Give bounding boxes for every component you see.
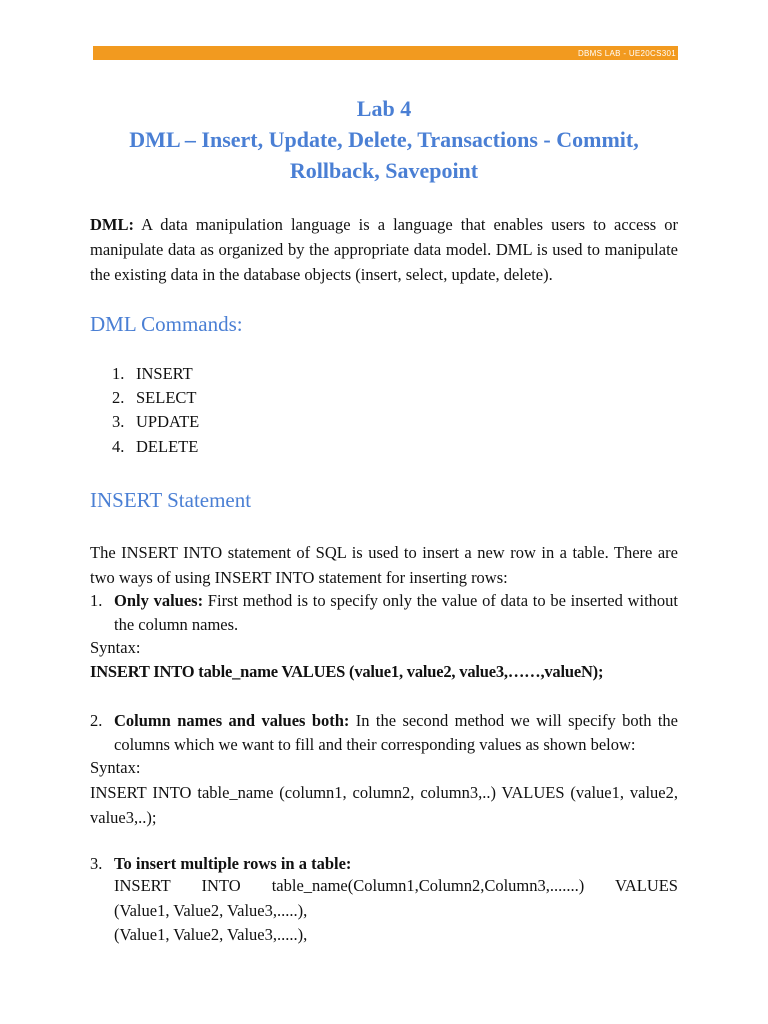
dml-definition: A data manipulation language is a language that enables users to access or manipulate data as organized by the appropriate data model. DML is used to manipulate the existing data in the database objects (insert, select, update, delete). bbox=[90, 215, 678, 284]
running-header: DBMS LAB - UE20CS301 bbox=[577, 48, 676, 58]
code-line-3: (Value1, Value2, Value3,.....), bbox=[114, 925, 308, 944]
method-2-term: Column names and values both: bbox=[114, 711, 350, 730]
list-item: 2. SELECT bbox=[112, 388, 197, 407]
method-1-term: Only values: bbox=[114, 591, 204, 610]
syntax-code-1: INSERT INTO table_name VALUES (value1, value2, value3,……,valueN); bbox=[90, 662, 604, 681]
syntax-code-2: INSERT INTO table_name (column1, column2, column3,..) VALUES (value1, value2, value3,..); bbox=[90, 783, 678, 827]
list-item: 3. UPDATE bbox=[112, 412, 200, 431]
syntax-label: Syntax: bbox=[90, 758, 141, 777]
method-1: 1. Only values: First method is to specify only the value of data to be inserted without the column names. bbox=[90, 591, 678, 634]
method-2: 2. Column names and values both: In the second method we will specify both the columns which we want to fill and their corresponding values as shown below: bbox=[90, 711, 678, 754]
title-line-3: Rollback, Savepoint bbox=[289, 158, 479, 183]
dml-intro-paragraph bbox=[90, 212, 678, 287]
insert-intro-paragraph: The INSERT INTO statement of SQL is used to insert a new row in a table. There are two ways of using INSERT INTO statement for inserting rows: bbox=[90, 543, 678, 587]
list-item: 4. DELETE bbox=[112, 437, 199, 456]
dml-term: DML: bbox=[90, 215, 134, 234]
dml-commands-heading: DML Commands: bbox=[90, 312, 243, 336]
code-line-2: (Value1, Value2, Value3,.....), bbox=[114, 901, 308, 920]
method-3: 3. To insert multiple rows in a table: bbox=[90, 854, 352, 873]
title-line-2: DML – Insert, Update, Delete, Transactions - Commit, bbox=[129, 127, 639, 152]
syntax-label: Syntax: bbox=[90, 638, 141, 657]
list-item: 1. INSERT bbox=[112, 364, 193, 383]
method-3-term: To insert multiple rows in a table: bbox=[114, 854, 352, 873]
code-line-1: INSERT INTO table_name(Column1,Column2,Column3,.......) VALUES bbox=[114, 876, 678, 895]
insert-statement-heading: INSERT Statement bbox=[90, 488, 252, 512]
header-bar bbox=[93, 46, 678, 60]
title-line-1: Lab 4 bbox=[356, 96, 412, 121]
document-title bbox=[90, 93, 678, 186]
